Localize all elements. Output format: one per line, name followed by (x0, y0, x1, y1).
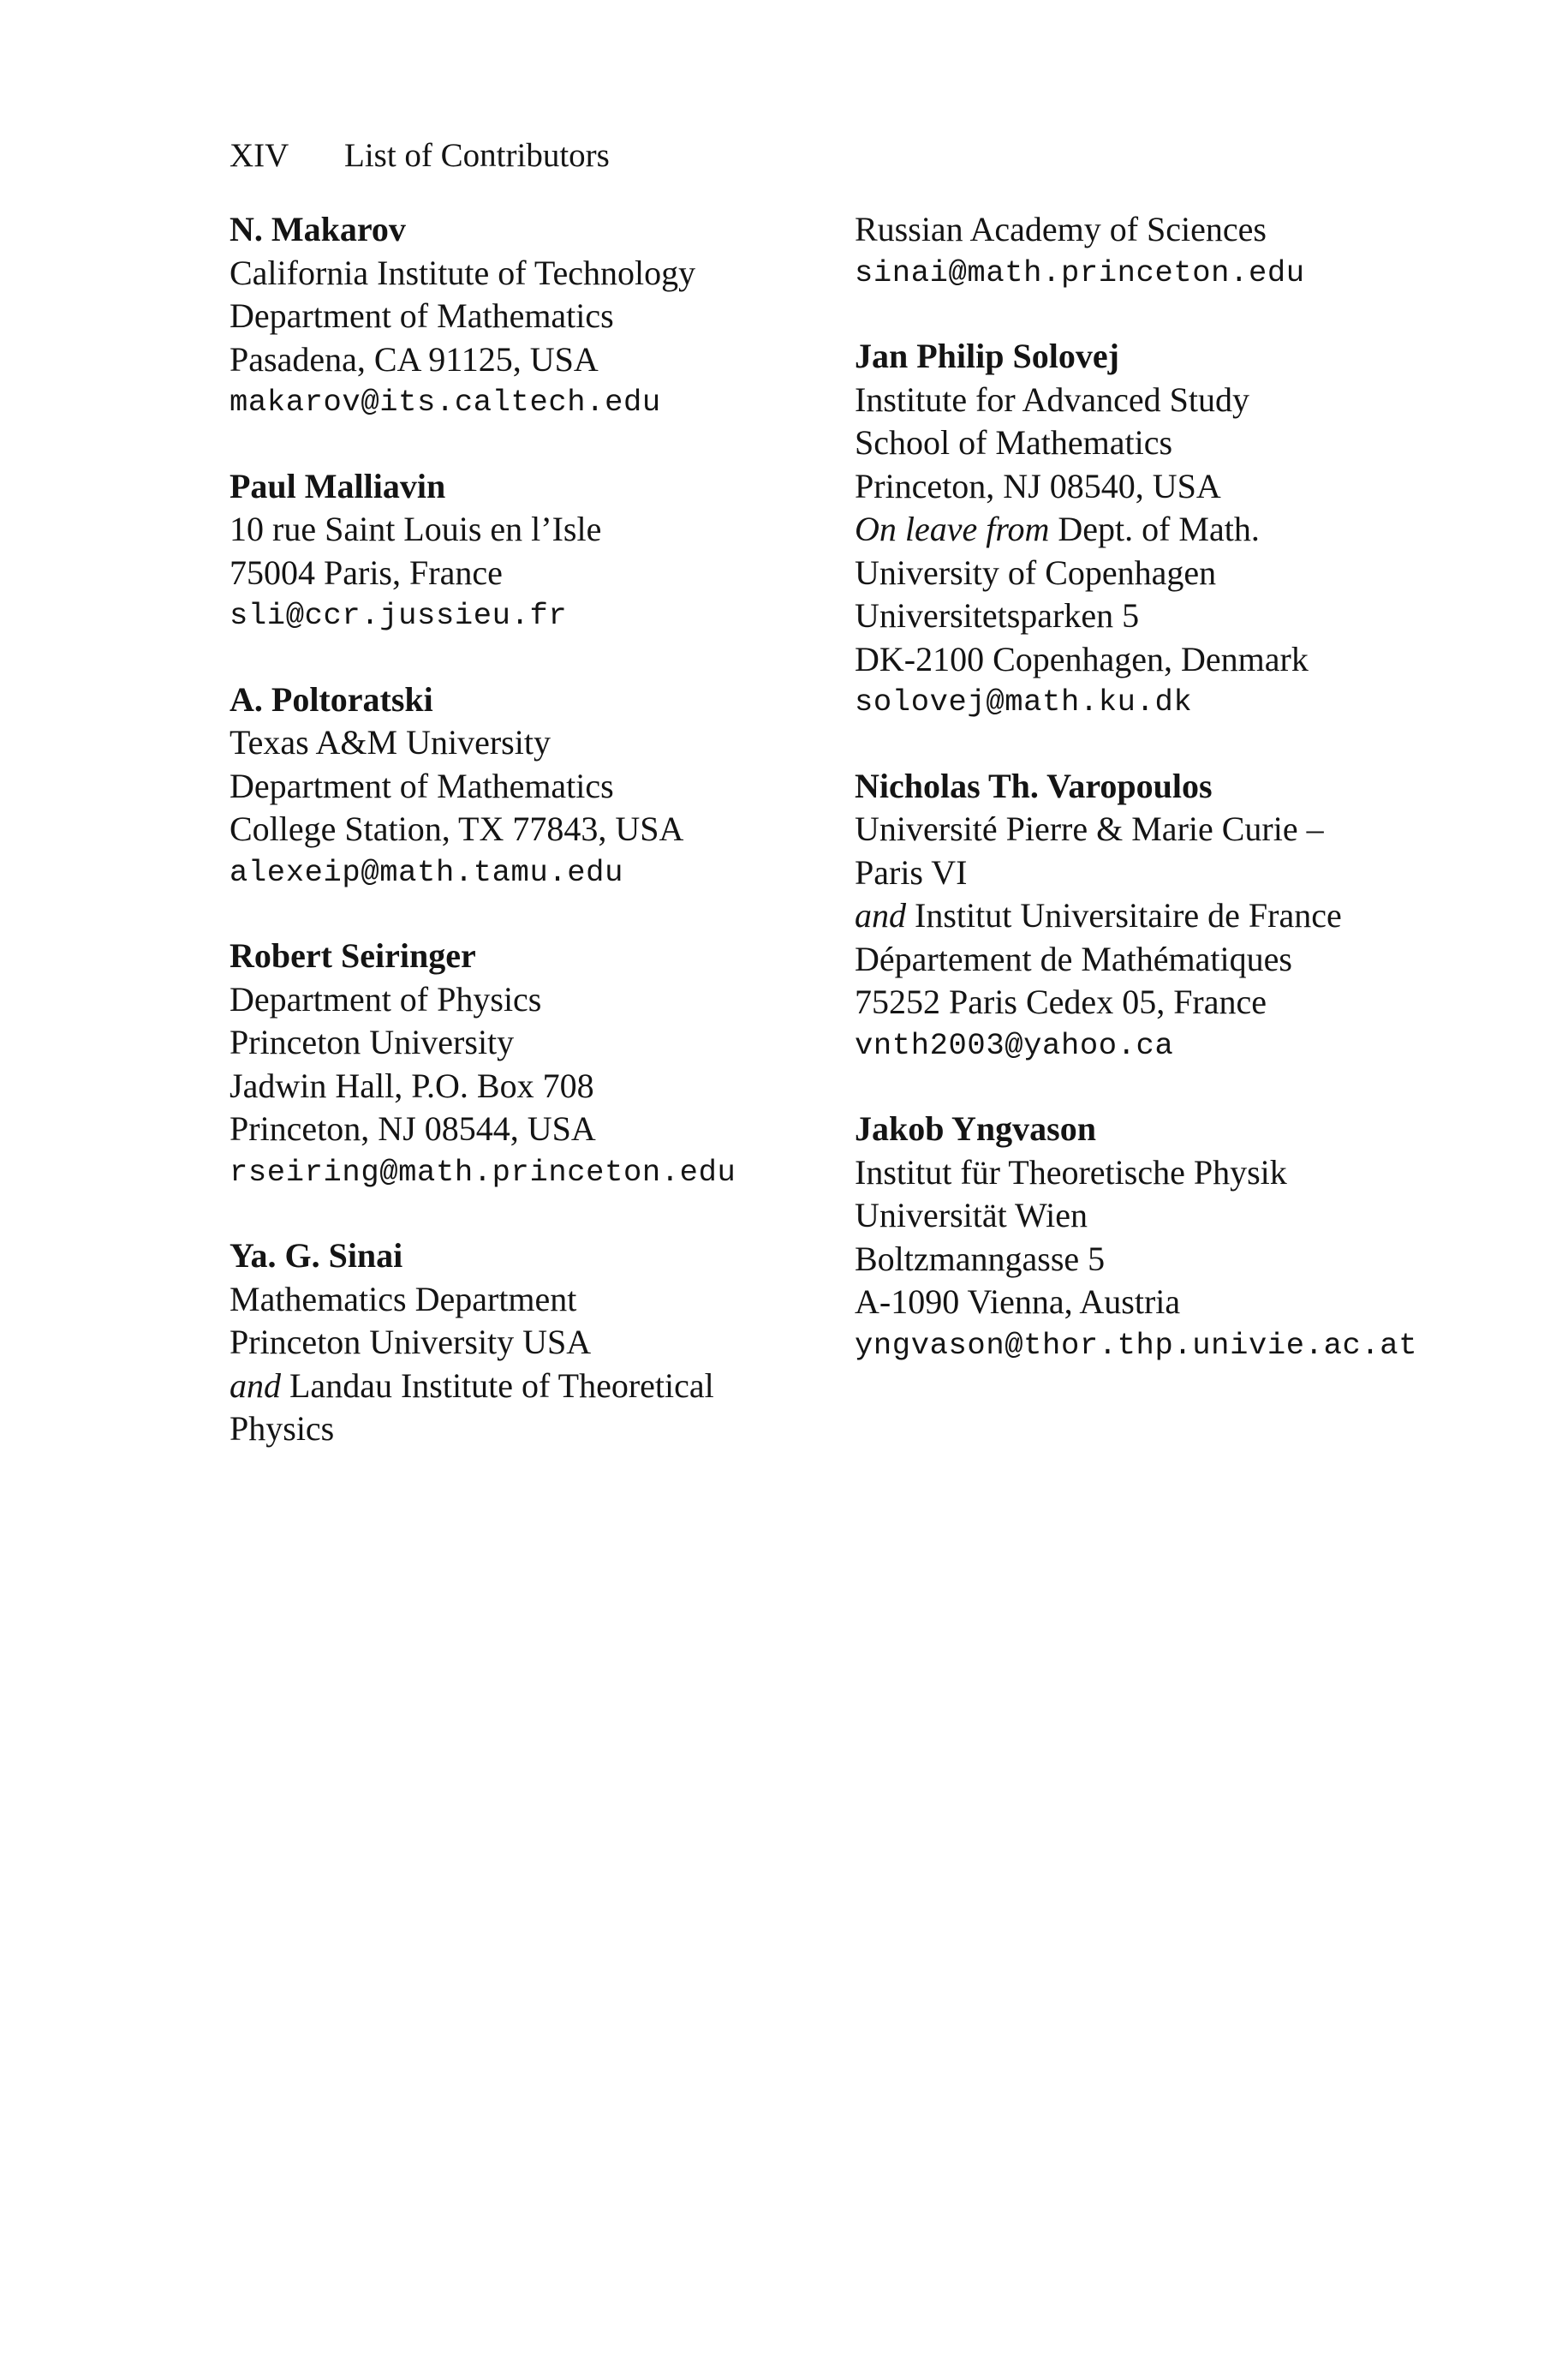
contributor-entry-varopoulos (855, 765, 1471, 1068)
address-line: 10 rue Saint Louis en l’Isle (230, 510, 602, 548)
affiliation-text: Dept. of Math. (1049, 510, 1260, 548)
contributor-entry-yngvason (855, 1108, 1471, 1367)
affiliation-line: Mathematics Department (230, 1279, 577, 1318)
affiliation-line (855, 508, 1471, 552)
contributor-entry-malliavin (230, 465, 863, 638)
contributor-entry-makarov (230, 208, 863, 425)
contributor-name: Jakob Yngvason (855, 1109, 1096, 1148)
running-head (230, 134, 610, 177)
italic-on-leave: On leave from (855, 510, 1050, 548)
affiliation-line: California Institute of Technology (230, 253, 696, 292)
address-line: College Station, TX 77843, USA (230, 810, 684, 848)
address-line: Boltzmanngasse 5 (855, 1239, 1106, 1278)
italic-and: and (855, 896, 906, 935)
contributor-name: A. Poltoratski (230, 679, 433, 719)
right-column (855, 208, 1471, 1407)
contributor-email: sinai@math.princeton.edu (855, 254, 1305, 290)
contributor-email: makarov@its.caltech.edu (230, 385, 661, 420)
affiliation-line: Institut für Theoretische Physik (855, 1152, 1287, 1192)
affiliation-line: Département de Mathématiques (855, 939, 1292, 978)
affiliation-line: Department of Mathematics (230, 766, 614, 805)
contributor-email: vnth2003@yahoo.ca (855, 1027, 1174, 1063)
contributor-entry-poltoratski (230, 678, 863, 895)
address-line: A-1090 Vienna, Austria (855, 1282, 1181, 1321)
contributor-name: Ya. G. Sinai (230, 1236, 403, 1275)
affiliation-line: Université Pierre & Marie Curie – (855, 810, 1324, 848)
italic-and: and (230, 1365, 281, 1405)
affiliation-line: Princeton University USA (230, 1323, 592, 1361)
affiliation-line: Princeton University (230, 1023, 515, 1061)
affiliation-text: Institut Universitaire de France (906, 896, 1342, 935)
address-line: 75252 Paris Cedex 05, France (855, 983, 1267, 1021)
address-line: Jadwin Hall, P.O. Box 708 (230, 1066, 594, 1105)
affiliation-line (230, 1365, 863, 1408)
address-line: Pasadena, CA 91125, USA (230, 339, 599, 379)
contributor-entry-sinai (230, 1234, 863, 1451)
contributor-name: Jan Philip Solovej (855, 337, 1119, 375)
contributor-email: sli@ccr.jussieu.fr (230, 598, 568, 633)
affiliation-line: Institute for Advanced Study (855, 379, 1250, 419)
contributor-email: yngvason@thor.thp.univie.ac.at (855, 1327, 1418, 1363)
running-title: List of Contributors (344, 137, 610, 174)
affiliation-line: Department of Mathematics (230, 296, 614, 335)
contributor-name: Robert Seiringer (230, 936, 476, 975)
affiliation-line (855, 894, 1471, 938)
contributor-entry-solovej (855, 335, 1471, 725)
address-line: Princeton, NJ 08544, USA (230, 1109, 596, 1148)
contributor-name: N. Makarov (230, 210, 406, 248)
contributor-email: rseiring@math.princeton.edu (230, 1154, 736, 1190)
contributor-email: solovej@math.ku.dk (855, 684, 1193, 720)
affiliation-line: Russian Academy of Sciences (855, 210, 1267, 248)
contributor-entry-sinai-continued (855, 208, 1471, 295)
affiliation-line: Department of Physics (230, 979, 542, 1019)
address-line: Universitetsparken 5 (855, 596, 1140, 635)
affiliation-line: University of Copenhagen (855, 553, 1217, 592)
affiliation-line: Texas A&M University (230, 723, 551, 762)
affiliation-line: Paris VI (855, 852, 968, 892)
address-line: 75004 Paris, France (230, 553, 503, 592)
address-line: DK-2100 Copenhagen, Denmark (855, 639, 1309, 678)
contributor-email: alexeip@math.tamu.edu (230, 854, 623, 890)
page-number: XIV (230, 137, 289, 174)
address-line: Princeton, NJ 08540, USA (855, 466, 1221, 505)
affiliation-line: Physics (230, 1409, 335, 1448)
contributor-name: Nicholas Th. Varopoulos (855, 766, 1213, 805)
affiliation-line: School of Mathematics (855, 423, 1173, 462)
contributor-entry-seiringer (230, 935, 863, 1194)
contributor-name: Paul Malliavin (230, 466, 446, 505)
left-column (230, 208, 863, 1491)
affiliation-line: Universität Wien (855, 1196, 1088, 1234)
affiliation-text: Landau Institute of Theoretical (281, 1365, 714, 1405)
